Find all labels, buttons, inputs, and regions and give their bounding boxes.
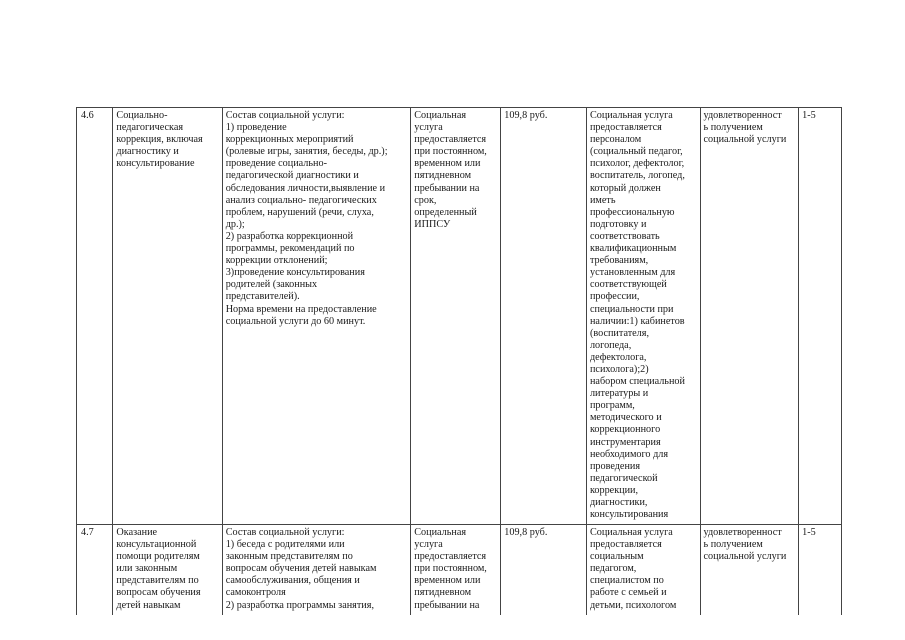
cell-line: проблем, нарушений (речи, слуха, <box>225 206 374 218</box>
cell-line: коррекционного <box>589 424 661 436</box>
cell-number <box>77 525 113 616</box>
cell-text: 1-5 <box>802 527 816 538</box>
cell-line: иметь <box>589 194 616 206</box>
cell-line: коррекция, включая <box>116 134 203 146</box>
cell-line: социальной услуги <box>703 551 787 563</box>
cell-line: литературы и <box>589 388 649 400</box>
cell-line: 2) разработка коррекционной <box>225 230 354 242</box>
cell-service-composition <box>222 108 411 525</box>
table-row <box>77 525 842 616</box>
cell-line: при постоянном, <box>414 563 487 575</box>
cell-staff-requirements <box>586 525 700 616</box>
cell-line: Норма времени на предоставление <box>225 303 377 315</box>
cell-line: родителей (законных <box>225 279 318 291</box>
services-table <box>76 107 842 615</box>
cell-line: воспитатель, логопед, <box>589 170 685 182</box>
cell-text: 4.7 <box>81 527 94 538</box>
cell-line: законным представителям по <box>225 551 353 563</box>
cell-line: профессиональную <box>589 206 675 218</box>
cell-line: Состав социальной услуги: <box>225 527 345 538</box>
cell-line: Социальная <box>414 110 467 121</box>
cell-line: проведение социально- <box>225 158 327 170</box>
cell-line: (ролевые игры, занятия, беседы, др.); <box>225 146 388 158</box>
cell-line: самообслуживания, общения и <box>225 575 360 587</box>
cell-line: подготовку и <box>589 218 647 230</box>
cell-line: методического и <box>589 412 662 424</box>
cell-line: установленным для <box>589 267 676 279</box>
cell-line: предоставляется <box>414 551 487 563</box>
cell-line: логопеда, <box>589 339 632 351</box>
cell-line: при постоянном, <box>414 146 487 158</box>
cell-line: социальной услуги <box>703 134 787 146</box>
cell-line: Состав социальной услуги: <box>225 110 345 121</box>
cell-line: соответствующей <box>589 279 667 291</box>
cell-line: детьми, психологом <box>589 599 677 611</box>
cell-term <box>799 108 842 525</box>
cell-line: Социально- <box>116 110 168 121</box>
cell-line: психолог, дефектолог, <box>589 158 685 170</box>
cell-line: предоставляется <box>589 539 662 551</box>
cell-line: представителям по <box>116 575 199 587</box>
cell-line: коррекции, <box>589 484 639 496</box>
cell-provision-conditions <box>411 525 501 616</box>
cell-line: необходимого для <box>589 448 669 460</box>
cell-line: удовлетворенност <box>703 527 782 538</box>
cell-line: определенный <box>414 206 477 218</box>
cell-line: 1) проведение <box>225 122 287 134</box>
cell-line: педагогической <box>589 472 658 484</box>
cell-term <box>799 525 842 616</box>
cell-line: услуга <box>414 122 443 134</box>
cell-line: коррекционных мероприятий <box>225 134 354 146</box>
cell-line: временном или <box>414 575 481 587</box>
cell-line: консультационной <box>116 539 197 551</box>
cell-line: консультирования <box>589 509 669 521</box>
cell-service-name <box>113 108 222 525</box>
cell-line: (воспитателя, <box>589 327 649 339</box>
cell-line: специалистом по <box>589 575 664 587</box>
cell-line: персоналом <box>589 134 642 146</box>
cell-line: помощи родителям <box>116 551 200 563</box>
cell-line: предоставляется <box>414 134 487 146</box>
cell-line: обследования личности,выявление и <box>225 182 386 194</box>
cell-result <box>700 525 799 616</box>
cell-line: программы, рекомендаций по <box>225 243 355 255</box>
cell-line: Социальная услуга <box>589 110 673 121</box>
cell-staff-requirements <box>586 108 700 525</box>
cell-line: предоставляется <box>589 122 662 134</box>
cell-line: пятидневном <box>414 587 472 599</box>
cell-line: квалификационным <box>589 243 677 255</box>
cell-provision-conditions <box>411 108 501 525</box>
cell-line: ь получением <box>703 539 763 551</box>
cell-line: услуга <box>414 539 443 551</box>
cell-line: вопросам обучения <box>116 587 201 599</box>
cell-line: ИППСУ <box>414 218 451 230</box>
cell-line: требованиям, <box>589 255 649 267</box>
cell-service-composition <box>222 525 411 616</box>
cell-line: социальным <box>589 551 644 563</box>
cell-line: соответствовать <box>589 230 660 242</box>
cell-line: (социальный педагог, <box>589 146 683 158</box>
cell-line: диагностику и <box>116 146 179 158</box>
cell-text: 109,8 руб. <box>504 527 548 538</box>
cell-line: педагогом, <box>589 563 637 575</box>
cell-line: коррекции отклонений; <box>225 255 328 267</box>
cell-line: вопросам обучения детей навыкам <box>225 563 377 575</box>
cell-service-name <box>113 525 222 616</box>
table-row <box>77 108 842 525</box>
cell-line: 2) разработка программы занятия, <box>225 599 374 611</box>
cell-line: пребывании на <box>414 182 480 194</box>
cell-price <box>501 525 587 616</box>
cell-line: набором специальной <box>589 376 685 388</box>
cell-line: дефектолога, <box>589 351 647 363</box>
cell-line: удовлетворенност <box>703 110 782 121</box>
cell-text: 1-5 <box>802 110 816 121</box>
cell-line: или законным <box>116 563 178 575</box>
cell-line: детей навыкам <box>116 599 181 611</box>
cell-line: работе с семьей и <box>589 587 667 599</box>
cell-line: срок, <box>414 194 437 206</box>
cell-line: педагогической диагностики и <box>225 170 359 182</box>
cell-line: инструментария <box>589 436 661 448</box>
cell-price <box>501 108 587 525</box>
cell-text: 109,8 руб. <box>504 110 548 121</box>
cell-line: педагогическая <box>116 122 184 134</box>
cell-result <box>700 108 799 525</box>
cell-line: специальности при <box>589 303 674 315</box>
cell-line: программ, <box>589 400 635 412</box>
cell-line: пребывании на <box>414 599 480 611</box>
cell-line: профессии, <box>589 291 640 303</box>
cell-line: Социальная <box>414 527 467 538</box>
cell-line: наличии:1) кабинетов <box>589 315 685 327</box>
cell-line: консультирование <box>116 158 195 170</box>
cell-line: анализ социально- педагогических <box>225 194 377 206</box>
cell-line: ь получением <box>703 122 763 134</box>
cell-line: который должен <box>589 182 661 194</box>
cell-line: представителей). <box>225 291 300 303</box>
cell-number <box>77 108 113 525</box>
cell-line: 3)проведение консультирования <box>225 267 365 279</box>
cell-line: психолога);2) <box>589 363 649 375</box>
cell-line: пятидневном <box>414 170 472 182</box>
cell-line: Оказание <box>116 527 158 538</box>
cell-line: 1) беседа с родителями или <box>225 539 345 551</box>
cell-line: Социальная услуга <box>589 527 673 538</box>
cell-line: временном или <box>414 158 481 170</box>
cell-line: др.); <box>225 218 245 230</box>
cell-line: самоконтроля <box>225 587 286 599</box>
cell-line: диагностики, <box>589 497 648 508</box>
cell-line: социальной услуги до 60 минут. <box>225 315 366 327</box>
cell-line: проведения <box>589 460 641 472</box>
cell-text: 4.6 <box>81 110 94 121</box>
